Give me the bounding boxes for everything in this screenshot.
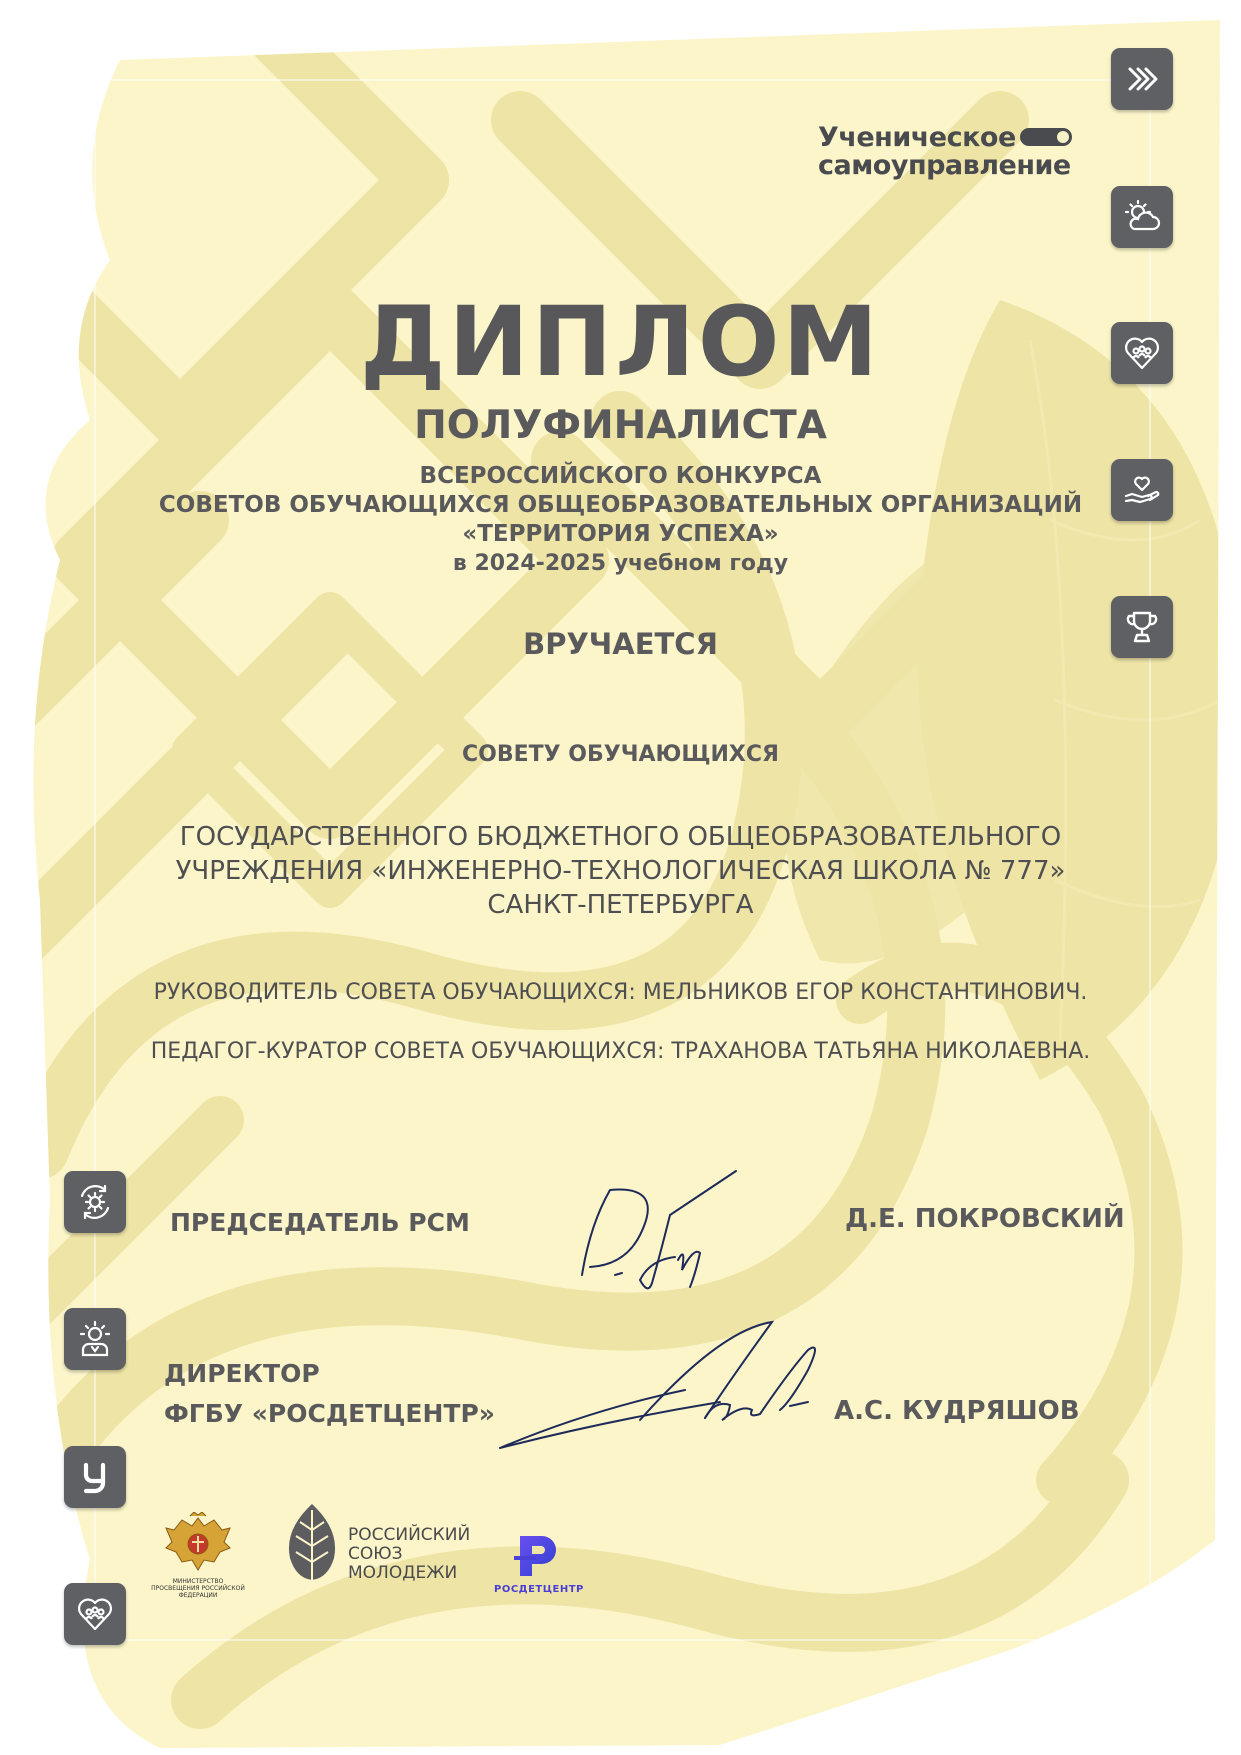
contest-line2: СОВЕТОВ ОБУЧАЮЩИХСЯ ОБЩЕОБРАЗОВАТЕЛЬНЫХ ОРГАНИЗАЦИЙ: [158, 492, 1083, 518]
awarded-label: ВРУЧАЕТСЯ: [523, 627, 718, 661]
toggle-icon: [1020, 128, 1072, 146]
page-title: ДИПЛОМ: [359, 286, 882, 398]
director-label-line1: ДИРЕКТОР: [164, 1359, 320, 1388]
subtitle: ПОЛУФИНАЛИСТА: [414, 403, 827, 448]
sun-cloud-icon: [1111, 186, 1173, 248]
contest-line3: «ТЕРРИТОРИЯ УСПЕХА»: [462, 521, 779, 547]
rosdetcenter-caption: РОСДЕТЦЕНТР: [494, 1584, 584, 1595]
rsm-line2: СОЮЗ: [348, 1544, 403, 1564]
brand-line2: самоуправление: [818, 150, 1071, 181]
chair-name: Д.Е. ПОКРОВСКИЙ: [845, 1204, 1125, 1234]
director-label-line2: ФГБУ «РОСДЕТЦЕНТР»: [164, 1399, 495, 1428]
idea-person-icon: [64, 1308, 126, 1370]
rsm-line3: МОЛОДЕЖИ: [348, 1563, 458, 1583]
chair-label: ПРЕДСЕДАТЕЛЬ РСМ: [170, 1208, 470, 1237]
contest-line1: ВСЕРОССИЙСКОГО КОНКУРСА: [419, 463, 822, 489]
recipient-council: СОВЕТУ ОБУЧАЮЩИХСЯ: [462, 742, 779, 767]
recipient-organization: [0, 820, 1241, 922]
brand-line1: Ученическое: [818, 122, 1016, 153]
double-chevron-icon: [1111, 48, 1173, 110]
ministry-caption: МИНИСТЕРСТВО ПРОСВЕЩЕНИЯ РОССИЙСКОЙ ФЕДЕРАЦИИ: [151, 1578, 245, 1599]
rsm-logo-text: [348, 1526, 470, 1583]
director-name: А.С. КУДРЯШОВ: [834, 1396, 1080, 1426]
rosdetcenter-logo-icon: [510, 1528, 566, 1584]
chair-signature: [570, 1165, 750, 1295]
org-line1: ГОСУДАРСТВЕННОГО БЮДЖЕТНОГО ОБЩЕОБРАЗОВАТЕЛЬНОГО: [179, 822, 1062, 852]
contest-year: в 2024-2025 учебном году: [452, 551, 789, 576]
contest-block: [0, 462, 1241, 578]
brand-logo: [818, 124, 1078, 180]
rsm-leaf-icon: [284, 1500, 340, 1590]
u-logo-icon: [64, 1446, 126, 1508]
council-leader: РУКОВОДИТЕЛЬ СОВЕТА ОБУЧАЮЩИХСЯ: МЕЛЬНИКОВ ЕГОР КОНСТАНТИНОВИЧ.: [153, 980, 1088, 1005]
ministry-emblem-icon: [162, 1512, 234, 1576]
director-signature: [490, 1310, 850, 1460]
gear-cycle-icon: [64, 1171, 126, 1233]
org-line3: САНКТ-ПЕТЕРБУРГА: [487, 890, 754, 920]
council-curator: ПЕДАГОГ-КУРАТОР СОВЕТА ОБУЧАЮЩИХСЯ: ТРАХАНОВА ТАТЬЯНА НИКОЛАЕВНА.: [150, 1039, 1091, 1064]
org-line2: УЧРЕЖДЕНИЯ «ИНЖЕНЕРНО-ТЕХНОЛОГИЧЕСКАЯ ШКОЛА № 777»: [175, 856, 1066, 886]
heart-people-icon: [64, 1583, 126, 1645]
director-label: [164, 1354, 495, 1434]
rsm-line1: РОССИЙСКИЙ: [348, 1525, 471, 1545]
